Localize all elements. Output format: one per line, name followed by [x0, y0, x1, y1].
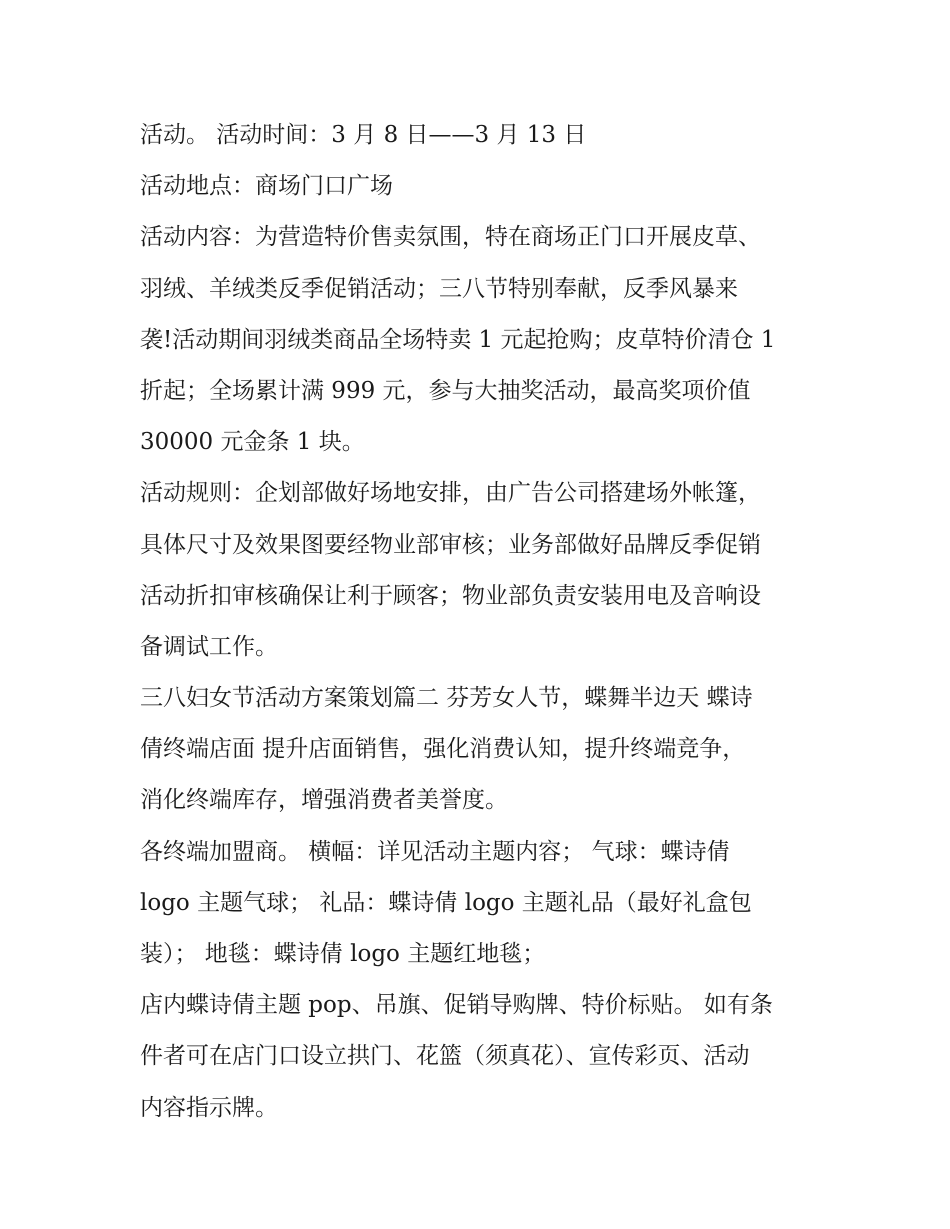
text-line: logo 主题气球； 礼品：蝶诗倩 logo 主题礼品（最好礼盒包	[140, 889, 752, 916]
text-line: 具体尺寸及效果图要经物业部审核；业务部做好品牌反季促销	[140, 531, 761, 558]
text-line: 活动内容：为营造特价售卖氛围，特在商场正门口开展皮草、	[140, 224, 761, 251]
text-line: 活动。 活动时间：3 月 8 日——3 月 13 日	[140, 122, 587, 148]
text-line: 件者可在店门口设立拱门、花篮（须真花）、宣传彩页、活动	[140, 1043, 750, 1070]
text-line: 倩终端店面 提升店面销售，强化消费认知，提升终端竞争，	[140, 736, 746, 763]
text-line: 内容指示牌。	[140, 1094, 278, 1121]
text-line: 装）； 地毯：蝶诗倩 logo 主题红地毯；	[140, 941, 546, 967]
text-line: 店内蝶诗倩主题 pop、吊旗、促销导购牌、特价标贴。 如有条	[140, 992, 773, 1019]
text-line: 折起；全场累计满 999 元，参与大抽奖活动，最高奖项价值	[140, 377, 751, 404]
text-line: 袭!活动期间羽绒类商品全场特卖 1 元起抢购；皮草特价清仓 1	[140, 326, 776, 353]
text-line: 羽绒、羊绒类反季促销活动；三八节特别奉献，反季风暴来	[140, 275, 738, 302]
text-line: 活动折扣审核确保让利于顾客；物业部负责安装用电及音响设	[140, 582, 761, 609]
text-line: 活动规则：企划部做好场地安排，由广告公司搭建场外帐篷，	[140, 480, 761, 507]
text-line: 备调试工作。	[140, 633, 278, 660]
text-line: 活动地点：商场门口广场	[140, 173, 393, 200]
document-body	[140, 110, 830, 1134]
text-line: 各终端加盟商。 横幅：详见活动主题内容； 气球：蝶诗倩	[140, 838, 730, 865]
text-line: 30000 元金条 1 块。	[140, 429, 365, 456]
text-line: 三八妇女节活动方案策划篇二 芬芳女人节，蝶舞半边天 蝶诗	[140, 685, 753, 712]
text-line: 消化终端库存，增强消费者美誉度。	[140, 787, 508, 814]
